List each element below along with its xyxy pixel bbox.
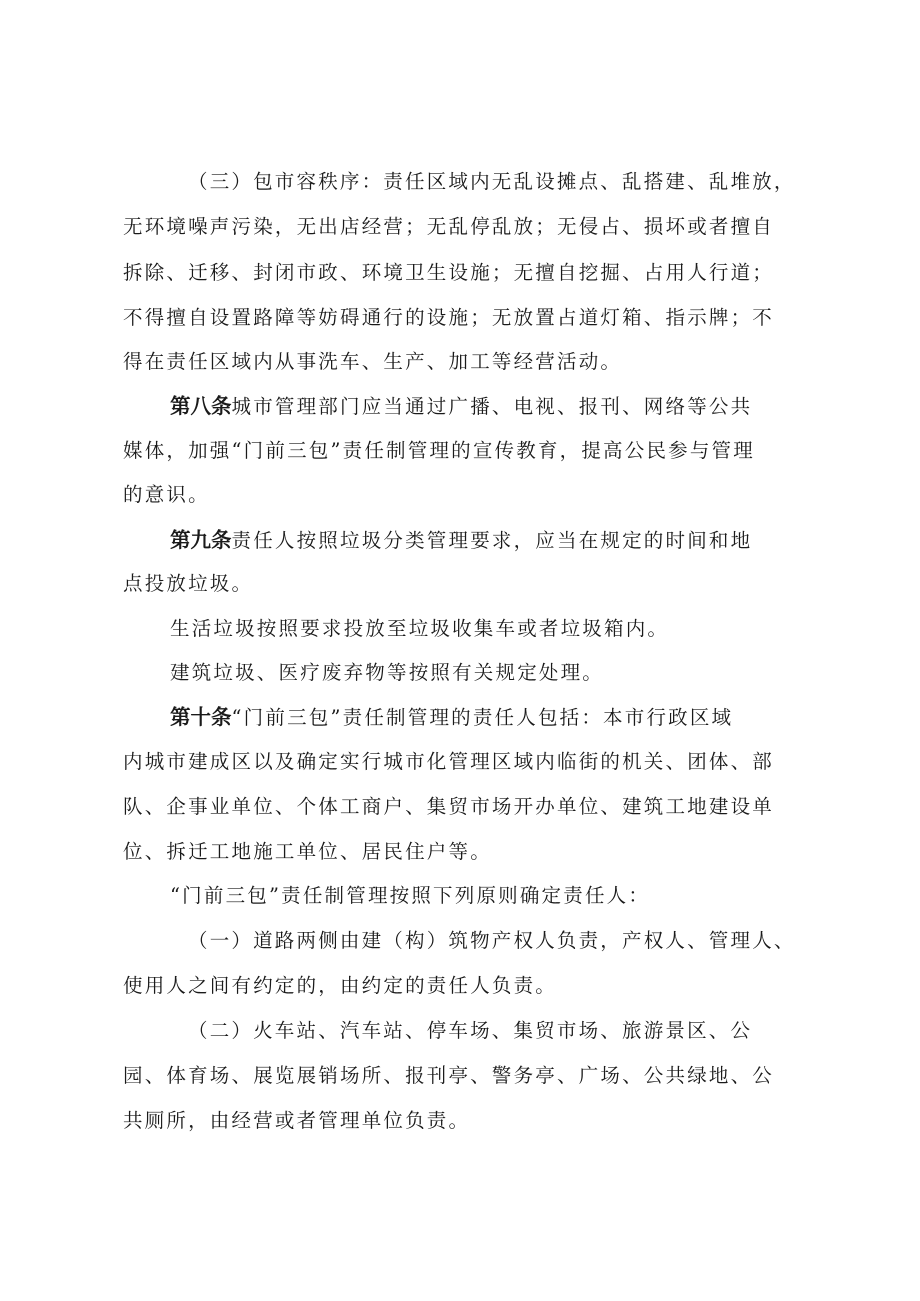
- article-heading: 第九条: [170, 528, 232, 552]
- paragraph-line: 队、企事业单位、个体工商户、集贸市场开办单位、建筑工地建设单: [123, 795, 775, 818]
- paragraph-line: 点投放垃圾。: [123, 572, 254, 595]
- paragraph-line: 媒体，加强“门前三包”责任制管理的宣传教育，提高公民参与管理: [123, 439, 755, 462]
- paragraph-line: 园、体育场、展览展销场所、报刊亭、警务亭、广场、公共绿地、公: [123, 1064, 775, 1087]
- article-heading: 第八条: [170, 394, 232, 418]
- paragraph-line: 生活垃圾按照要求投放至垃圾收集车或者垃圾箱内。: [170, 617, 670, 640]
- paragraph-line: 的意识。: [123, 483, 210, 506]
- paragraph-line: 无环境噪声污染，无出店经营；无乱停乱放；无侵占、损坏或者擅自: [123, 215, 775, 238]
- paragraph-line: 不得擅自设置路障等妨碍通行的设施；无放置占道灯箱、指示牌；不: [123, 306, 775, 329]
- paragraph-line: “门前三包”责任制管理按照下列原则确定责任人：: [170, 884, 651, 907]
- paragraph-line: 共厕所，由经营或者管理单位负责。: [123, 1109, 471, 1132]
- paragraph-line: 建筑垃圾、医疗废弃物等按照有关规定处理。: [170, 661, 605, 684]
- paragraph-line: 内城市建成区以及确定实行城市化管理区域内临街的机关、团体、部: [123, 750, 775, 773]
- article-heading: 第十条: [170, 705, 232, 729]
- article-text: 责任人按照垃圾分类管理要求，应当在规定的时间和地: [231, 529, 753, 552]
- article-text: “门前三包”责任制管理的责任人包括：本市行政区域: [231, 706, 734, 729]
- paragraph-line: 拆除、迁移、封闭市政、环境卫生设施；无擅自挖掘、占用人行道；: [123, 261, 775, 284]
- article-9-line: [170, 530, 752, 551]
- paragraph-line: 使用人之间有约定的，由约定的责任人负责。: [123, 974, 558, 997]
- article-10-line: [170, 707, 733, 728]
- paragraph-line: （三）包市容秩序：责任区域内无乱设摊点、乱搭建、乱堆放，: [188, 170, 796, 193]
- paragraph-line: 得在责任区域内从事洗车、生产、加工等经营活动。: [123, 350, 623, 373]
- article-8-line: [170, 396, 752, 417]
- paragraph-line: 位、拆迁工地施工单位、居民住户等。: [123, 840, 492, 863]
- article-text: 城市管理部门应当通过广播、电视、报刊、网络等公共: [231, 395, 753, 418]
- paragraph-line: （一）道路两侧由建（构）筑物产权人负责，产权人、管理人、: [188, 929, 796, 952]
- paragraph-line: （二）火车站、汽车站、停车场、集贸市场、旅游景区、公: [188, 1019, 753, 1042]
